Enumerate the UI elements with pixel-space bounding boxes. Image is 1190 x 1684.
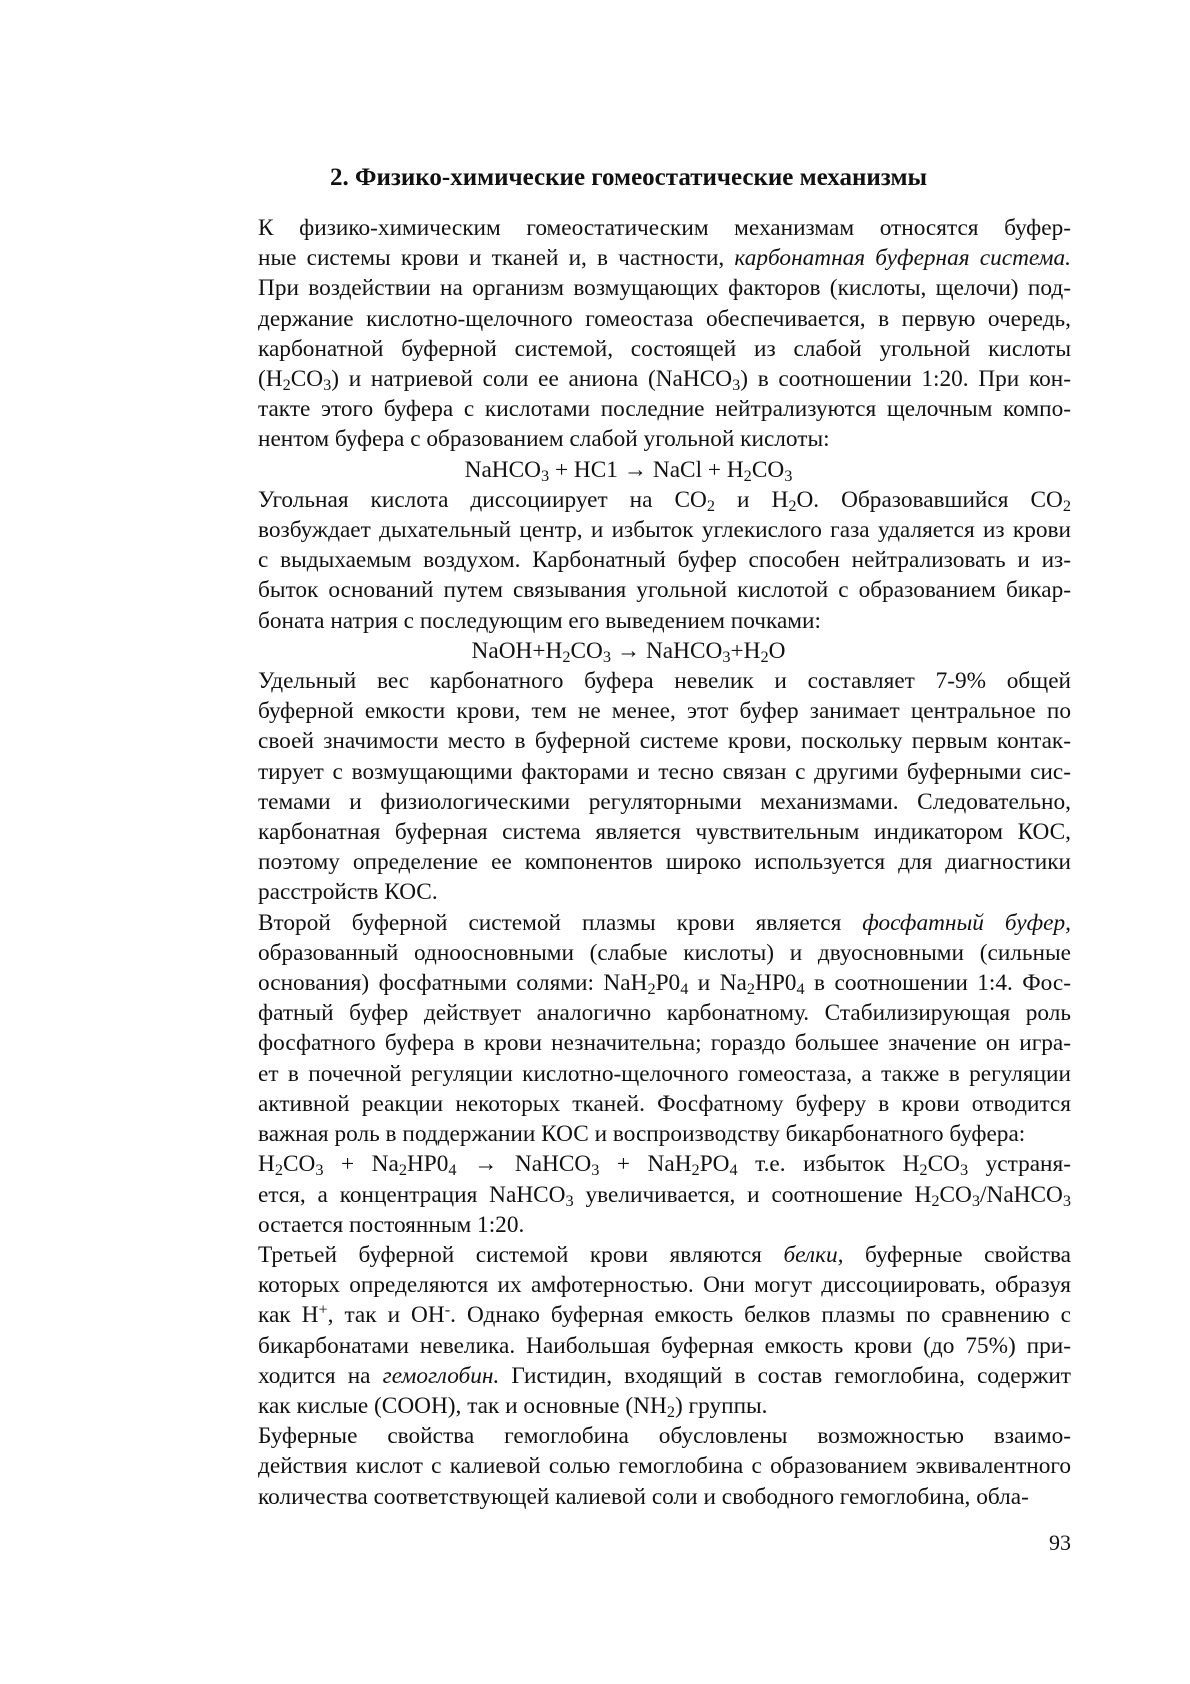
text-line xyxy=(186,394,1071,424)
formula-run: NaHCO xyxy=(464,456,541,483)
text-line xyxy=(186,1391,1071,1421)
text-line xyxy=(186,213,1071,243)
formula-run: устраня- xyxy=(968,1151,1071,1178)
text-line xyxy=(186,1089,1071,1119)
subscript: 3 xyxy=(959,1160,969,1180)
formula-run: ется, а концентрация NaHCO xyxy=(258,1181,566,1208)
subscript: 2 xyxy=(931,1190,940,1210)
subscript: 3 xyxy=(722,646,731,666)
text-line xyxy=(186,304,1071,334)
text-line xyxy=(186,636,1071,666)
formula-run: O xyxy=(768,637,786,664)
text-run: Удельный вес карбонатного буфера невелик и составляет 7-9% общей xyxy=(258,668,1071,695)
text-run: Гистидин, входящий в состав гемоглобина, содержит xyxy=(499,1362,1071,1389)
text-line xyxy=(186,1300,1071,1330)
subscript: 2 xyxy=(282,375,291,395)
formula-run: т.е. избыток H xyxy=(737,1151,920,1178)
section-heading: 2. Физико-химические гомеостатические механизмы xyxy=(329,164,927,191)
formula-run: PO xyxy=(699,1151,730,1178)
text-run: образованный одноосновными (слабые кислоты) и двуосновными (сильные xyxy=(258,939,1071,966)
text-run: карбонатной буферной системой, состоящей из слабой угольной кислоты xyxy=(258,335,1071,362)
subscript: 2 xyxy=(746,979,756,999)
subscript: 2 xyxy=(666,1401,675,1421)
text-run: активной реакции некоторых тканей. Фосфатному буферу в крови отводится xyxy=(258,1090,1071,1117)
paragraph-protein-buffer xyxy=(186,1240,1071,1421)
text-run: CO xyxy=(290,366,324,393)
text-run: держание кислотно-щелочного гомеостаза обеспечивается, в первую очередь, xyxy=(258,305,1071,332)
text-line xyxy=(186,1482,1071,1512)
formula-run: H xyxy=(258,1151,275,1178)
text-run: (H xyxy=(258,366,283,393)
text-line xyxy=(186,998,1071,1028)
text-run: основания) фосфатными солями: NaH xyxy=(258,970,648,997)
subscript: 2 xyxy=(706,495,716,515)
formula-run: → NaHCO xyxy=(456,1151,592,1178)
text-run: P0 xyxy=(655,970,681,997)
subscript: 4 xyxy=(680,979,689,999)
formula-run: CO xyxy=(939,1181,972,1208)
formula-run: +H xyxy=(730,637,761,664)
subscript: 2 xyxy=(647,979,656,999)
paragraph-hemoglobin xyxy=(186,1421,1071,1512)
equation-neutralization-base xyxy=(186,636,1071,666)
text-run: быток оснований путем связывания угольной кислотой с образованием бикар- xyxy=(258,577,1071,604)
text-run: Третьей буферной системой крови являются xyxy=(258,1241,784,1268)
equation-neutralization-acid xyxy=(186,455,1071,485)
text-run: как кислые (COOH), так и основные (NH xyxy=(258,1392,667,1419)
subscript: 2 xyxy=(760,646,769,666)
text-run: боната натрия с последующим его выведением почками: xyxy=(258,607,821,634)
text-line xyxy=(186,757,1071,787)
subscript: 3 xyxy=(323,375,332,395)
subscript: 2 xyxy=(274,1160,283,1180)
page-number: 93 xyxy=(1049,1530,1071,1555)
text-line xyxy=(186,1421,1071,1451)
italic-term: гемоглобин. xyxy=(382,1362,500,1389)
text-run: поэтому определение ее компонентов широко используется для диагностики xyxy=(258,849,1071,876)
subscript: 3 xyxy=(565,1190,574,1210)
subscript: 3 xyxy=(971,1190,981,1210)
text-line xyxy=(186,545,1071,575)
text-run: которых определяются их амфотерностью. Они могут диссоциировать, образуя xyxy=(258,1272,1071,1299)
paragraph-carbonic-acid xyxy=(186,485,1071,636)
formula-run: CO xyxy=(570,637,603,664)
formula-run: + Na xyxy=(323,1151,399,1178)
body-text xyxy=(186,213,1071,1512)
text-line xyxy=(186,877,1071,907)
text-run: расстройств КОС. xyxy=(258,879,438,906)
text-line xyxy=(186,1361,1071,1391)
text-line xyxy=(186,847,1071,877)
text-line xyxy=(186,968,1071,998)
text-line xyxy=(186,938,1071,968)
formula-run: CO xyxy=(927,1151,960,1178)
text-line xyxy=(186,1331,1071,1361)
text-run: При воздействии на организм возмущающих факторов (кислоты, щелочи) под- xyxy=(258,275,1071,302)
subscript: 3 xyxy=(1062,1190,1071,1210)
italic-term: белки, xyxy=(783,1241,844,1268)
text-run: важная роль в поддержании КОС и воспроизводству бикарбонатного буфера: xyxy=(258,1121,1026,1148)
text-run: с выдыхаемым воздухом. Карбонатный буфер способен нейтрализовать и из- xyxy=(258,547,1071,574)
text-run: HP0 xyxy=(755,970,797,997)
subscript: 3 xyxy=(591,1160,600,1180)
text-run: . Однако буферная емкость белков плазмы по сравнению с xyxy=(450,1302,1072,1329)
text-line xyxy=(186,243,1071,273)
paragraph-carbonate-buffer xyxy=(186,213,1071,455)
text-run: как H xyxy=(258,1302,319,1329)
text-line xyxy=(186,726,1071,756)
text-run: К физико-химическим гомеостатическим механизмам относятся буфер- xyxy=(258,215,1071,241)
text-run: ) в соотношении 1:20. При кон- xyxy=(740,366,1071,393)
italic-term: фосфатный буфер, xyxy=(862,909,1071,936)
text-line xyxy=(186,787,1071,817)
text-run: , так и OH xyxy=(327,1302,445,1329)
text-run: ет в почечной регуляции кислотно-щелочного гомеостаза, а также в регуляции xyxy=(258,1060,1071,1087)
text-line xyxy=(186,1149,1071,1179)
subscript: 2 xyxy=(919,1160,928,1180)
text-run: темами и физиологическими регуляторными механизмами. Следовательно, xyxy=(258,788,1071,815)
text-run: и Na xyxy=(688,970,747,997)
text-run: фосфатного буфера в крови незначительна; гораздо большее значение он игра- xyxy=(258,1030,1071,1057)
text-line xyxy=(186,485,1071,515)
subscript: 3 xyxy=(732,375,741,395)
text-run: действия кислот с калиевой солью гемоглобина с образованием эквивалентного xyxy=(258,1453,1071,1480)
text-run: буферные свойства xyxy=(843,1241,1072,1268)
text-run: количества соответствующей калиевой соли и свободного гемоглобина, обла- xyxy=(258,1483,1029,1510)
text-run: и H xyxy=(715,486,789,513)
subscript: 2 xyxy=(562,646,571,666)
formula-run: HP0 xyxy=(406,1151,449,1178)
subscript: 4 xyxy=(729,1160,738,1180)
text-run: ходится на xyxy=(258,1362,383,1389)
text-line xyxy=(186,1180,1071,1210)
subscript: 4 xyxy=(796,979,805,999)
text-run: Второй буферной системой плазмы крови является xyxy=(258,909,863,936)
subscript: 2 xyxy=(788,495,797,515)
formula-run: CO xyxy=(751,456,785,483)
text-line xyxy=(186,666,1071,696)
text-line xyxy=(186,273,1071,303)
subscript: 3 xyxy=(602,646,612,666)
text-line xyxy=(186,455,1071,485)
text-run: бикарбонатами невелика. Наибольшая буферная емкость крови (до 75%) при- xyxy=(258,1332,1071,1359)
text-line xyxy=(186,817,1071,847)
formula-run: увеличивается, и соотношение H xyxy=(573,1181,932,1208)
formula-run: → NaHCO xyxy=(611,637,723,664)
superscript: + xyxy=(318,1299,328,1319)
paragraph-carbonate-weight xyxy=(186,666,1071,908)
text-run: O. Образовавшийся CO xyxy=(796,486,1063,513)
text-run: ) и натриевой соли ее аниона (NaHCO xyxy=(331,366,733,393)
subscript: 3 xyxy=(784,465,793,485)
subscript: 2 xyxy=(743,465,752,485)
formula-run: + NaH xyxy=(599,1151,692,1178)
formula-run: /NaHCO xyxy=(980,1181,1063,1208)
formula-run: + HC1 → NaCl + H xyxy=(549,456,744,483)
subscript: 4 xyxy=(448,1160,457,1180)
text-run: такте этого буфера с кислотами последние нейтрализуются щелочным компо- xyxy=(258,396,1071,423)
subscript: 2 xyxy=(691,1160,700,1180)
text-line xyxy=(186,1059,1071,1089)
text-run: буферной емкости крови, тем не менее, этот буфер занимает центральное по xyxy=(258,698,1071,725)
text-line xyxy=(186,515,1071,545)
text-line xyxy=(186,334,1071,364)
superscript: - xyxy=(444,1299,451,1319)
text-line xyxy=(186,606,1071,636)
text-run: возбуждает дыхательный центр, и избыток углекислого газа удаляется из крови xyxy=(258,517,1071,544)
text-run: ные системы крови и тканей и, в частности, xyxy=(258,245,735,272)
text-run: фатный буфер действует аналогично карбонатному. Стабилизирующая роль xyxy=(258,1000,1071,1027)
text-line xyxy=(186,364,1071,394)
text-line xyxy=(186,1119,1071,1149)
subscript: 2 xyxy=(1062,495,1071,515)
text-line xyxy=(186,1028,1071,1058)
text-run: карбонатная буферная система является чувствительным индикатором КОС, xyxy=(258,819,1071,846)
text-line xyxy=(186,424,1071,454)
paragraph-phosphate-reaction xyxy=(186,1149,1071,1240)
text-run: тирует с возмущающими факторами и тесно связан с другими буферными сис- xyxy=(258,758,1071,785)
text-run: ) группы. xyxy=(674,1392,768,1419)
text-line xyxy=(186,575,1071,605)
text-run: Буферные свойства гемоглобина обусловлены возможностью взаимо- xyxy=(258,1423,1071,1450)
paragraph-phosphate-buffer xyxy=(186,908,1071,1150)
text-run: остается постоянным 1:20. xyxy=(258,1211,525,1238)
text-line xyxy=(186,1270,1071,1300)
subscript: 3 xyxy=(540,465,550,485)
subscript: 2 xyxy=(398,1160,407,1180)
text-run: нентом буфера с образованием слабой угольной кислоты: xyxy=(258,426,830,453)
text-line xyxy=(186,696,1071,726)
formula-run: CO xyxy=(282,1151,316,1178)
italic-term: карбонатная буферная система. xyxy=(734,245,1071,272)
subscript: 3 xyxy=(315,1160,324,1180)
text-line xyxy=(186,1210,1071,1240)
text-line xyxy=(186,908,1071,938)
text-run: своей значимости место в буферной системе крови, поскольку первым контак- xyxy=(258,728,1071,755)
text-run: в соотношении 1:4. Фос- xyxy=(804,970,1072,997)
formula-run: NaOH+H xyxy=(471,637,563,664)
text-run: Угольная кислота диссоциирует на CO xyxy=(258,486,707,513)
text-line xyxy=(186,1240,1071,1270)
text-line xyxy=(186,1451,1071,1481)
